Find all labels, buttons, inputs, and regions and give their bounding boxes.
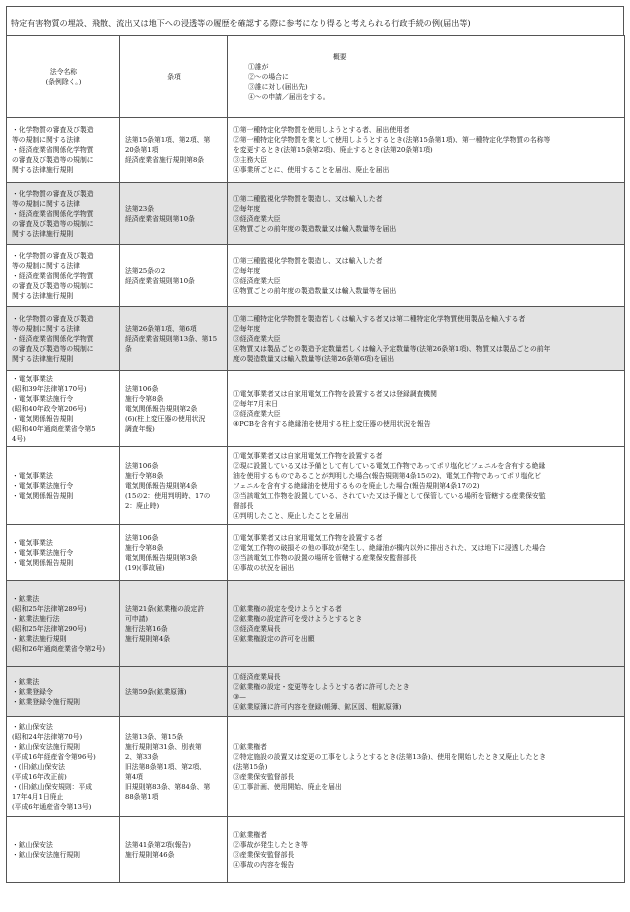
overview-line: ②毎年7月末日	[233, 399, 279, 408]
law-line: ・電気事業法施行令	[12, 394, 74, 403]
article-line: 法第15条第1項、第2項、第	[125, 136, 211, 144]
law-line: ・鉱業登録令施行規則	[12, 697, 80, 706]
article-cell	[120, 717, 228, 817]
law-line: (昭和40年通商産業省令第5	[12, 424, 96, 433]
law-line: ・電気事業法	[12, 538, 53, 547]
overview-line: ③当該電気工作物の設置の場所を管轄する産業保安監督部長	[233, 553, 417, 562]
overview-line: ③経済産業大臣	[233, 276, 281, 285]
law-name-cell	[7, 183, 120, 245]
article-cell	[120, 245, 228, 307]
law-line: ・電気事業法	[12, 471, 53, 480]
procedures-table-body	[7, 118, 625, 883]
law-line: 等の規制に関する法律	[12, 199, 80, 208]
overview-line: ①電気事業者又は自家用電気工作物を設置する者	[233, 533, 383, 542]
overview-cell	[228, 525, 625, 581]
article-line: 施行規則第31条、別表第	[125, 742, 202, 751]
law-line: ・化学物質の審査及び製造	[12, 126, 94, 134]
law-line: ・化学物質の審査及び製造	[12, 314, 94, 323]
article-line: 施行令第8条	[125, 543, 164, 552]
law-line: (昭和25年法律第290号)	[12, 624, 87, 633]
article-line: 施行規則第46条	[125, 850, 175, 859]
overview-line: 督部長	[233, 501, 254, 510]
law-line: ・電気事業法施行令	[12, 481, 74, 490]
article-line: 法第41条第2項(報告)	[125, 840, 191, 849]
article-cell	[120, 581, 228, 667]
law-line: (昭和40年政令第206号)	[12, 404, 87, 413]
law-line: ・鉱業法施行規則	[12, 634, 67, 643]
article-cell	[120, 447, 228, 525]
law-line: 4号)	[12, 434, 26, 443]
law-line: (平成6年通産省令第13号)	[12, 802, 92, 811]
law-name-cell	[7, 371, 120, 447]
table-row	[7, 118, 625, 183]
article-line: 施行法第16条	[125, 624, 168, 633]
overview-line: ③—	[233, 692, 246, 701]
table-row	[7, 667, 625, 717]
article-line: 施行令第8条	[125, 394, 164, 403]
overview-line: ④鉱業原簿に許可内容を登録(帳簿、鉱区図、粗鉱原簿)	[233, 702, 402, 711]
article-cell	[120, 667, 228, 717]
law-line: (平成16年経産省令第96号)	[12, 752, 96, 761]
law-line: 関する法律施行規則	[12, 291, 74, 300]
table-row	[7, 447, 625, 525]
overview-line: ①電気事業者又は自家用電気工作物を設置する者又は登録調査機関	[233, 389, 437, 398]
article-line: 経済産業省規則第10条	[125, 276, 195, 285]
overview-line: ①第一種特定化学物質を使用しようとする者、届出使用者	[233, 126, 410, 134]
law-name-cell	[7, 717, 120, 817]
law-line: ・鉱山保安法	[12, 722, 53, 731]
overview-cell	[228, 817, 625, 883]
overview-cell	[228, 667, 625, 717]
law-line: の審査及び製造等の規制に	[12, 344, 94, 353]
law-line: 等の規制に関する法律	[12, 261, 80, 270]
article-cell	[120, 183, 228, 245]
article-line: 旧法第8条第1項、第2項、	[125, 762, 206, 771]
overview-line: ④鉱業権設定の許可を出願	[233, 634, 315, 643]
overview-line: ①鉱業権の設定を受けようとする者	[233, 604, 342, 613]
article-line: 調査年報)	[125, 424, 155, 433]
overview-line: ①第三種監視化学物質を製造し、又は輸入した者	[233, 256, 383, 265]
law-line: の審査及び製造等の規制に	[12, 156, 94, 164]
overview-line: ②電気工作物の破損その他の事故が発生し、絶縁油が構内以外に排出された、又は地下に浸透した場合	[233, 543, 546, 552]
law-line: (昭和24年法律第70号)	[12, 732, 83, 741]
overview-line: ③経済産業大臣	[233, 334, 281, 343]
overview-line: ②鉱業権の設定許可を受けようとするとき	[233, 614, 363, 623]
table-row	[7, 307, 625, 371]
law-name-cell	[7, 667, 120, 717]
article-line: 経済産業省規則第13条、第15条	[125, 334, 218, 353]
law-line: 等の規制に関する法律	[12, 324, 80, 333]
overview-line: ③経済産業局長	[233, 624, 281, 633]
overview-cell	[228, 447, 625, 525]
law-name-cell	[7, 817, 120, 883]
overview-line: ④物質ごとの前年度の製造数量又は輸入数量等を届出	[233, 286, 397, 295]
article-line: 法第13条、第15条	[125, 732, 184, 741]
article-cell	[120, 371, 228, 447]
law-line: 17年4月1日廃止	[12, 792, 64, 801]
table-row	[7, 245, 625, 307]
article-line: (6)(柱上変圧器の使用状況	[125, 414, 206, 423]
article-cell	[120, 307, 228, 371]
overview-line: ④PCBを含有する絶縁油を使用する柱上変圧器の使用状況を報告	[233, 419, 431, 428]
overview-line: ②第一種特定化学物質を業として使用しようとするとき(法第15条第1項)、第一種特定化学物質の名称等	[233, 136, 551, 144]
law-name-cell	[7, 118, 120, 183]
overview-line: ①鉱業権者	[233, 742, 267, 751]
law-line: ・(旧)鉱山保安法	[12, 762, 65, 771]
article-line: 施行令第8条	[125, 471, 164, 480]
table-row	[7, 717, 625, 817]
overview-line: を変更するとき(法第15条第2項)、廃止するとき(法第20条第1項)	[233, 146, 433, 154]
overview-line: ②毎年度	[233, 266, 261, 275]
overview-line: ④事故の状況を届出	[233, 563, 295, 572]
header-law-name: 法令名称 (条例除く。)	[7, 36, 120, 118]
overview-line: ④事故の内容を報告	[233, 860, 295, 869]
article-line: 2、第33条	[125, 752, 159, 761]
overview-line: ①経済産業局長	[233, 672, 281, 681]
table-row	[7, 183, 625, 245]
overview-cell	[228, 371, 625, 447]
law-line: (昭和39年法律第170号)	[12, 384, 87, 393]
overview-line: ④工事計画、使用開始、廃止を届出	[233, 782, 342, 791]
overview-line: ①第二種監視化学物質を製造し、又は輸入した者	[233, 194, 383, 203]
article-line: 法第106条	[125, 384, 159, 393]
article-line: 電気関係報告規則第4条	[125, 481, 198, 490]
law-line: ・経済産業省関係化学物質	[12, 209, 94, 218]
overview-line: ①電気事業者又は自家用電気工作物を設置する者	[233, 451, 383, 460]
law-line: ・(旧)鉱山保安規則：平成	[12, 782, 93, 791]
law-name-cell	[7, 447, 120, 525]
article-line: 法第26条第1項、第6項	[125, 324, 197, 333]
law-line: ・鉱業法施行法	[12, 614, 60, 623]
law-line: の審査及び製造等の規制に	[12, 281, 94, 290]
overview-line: ③経済産業大臣	[233, 409, 281, 418]
overview-line: 度の製造数量又は輸入数量等(法第26条第6項)を届出	[233, 354, 395, 363]
law-line: ・鉱山保安法施行規則	[12, 850, 80, 859]
law-line: ・化学物質の審査及び製造	[12, 251, 94, 260]
overview-line: ③経済産業大臣	[233, 214, 281, 223]
law-line: の審査及び製造等の規制に	[12, 219, 94, 228]
header-overview: 概要 ①誰が ②〜の場合に ③誰に対し(届出先) ④〜の申請／届出をする。	[228, 36, 625, 118]
law-name-cell	[7, 581, 120, 667]
law-line: 等の規制に関する法律	[12, 136, 80, 144]
article-line: 第4項	[125, 772, 143, 781]
document-sheet	[6, 6, 624, 883]
table-row	[7, 371, 625, 447]
overview-line: ④事業所ごとに、使用することを届出、廃止を届出	[233, 166, 390, 174]
overview-line: ④物質又は製品ごとの製造予定数量若しくは輸入予定数量等(法第26条第1項)、物質又は製品ごとの前年	[233, 344, 551, 353]
overview-line: ②事故が発生したとき等	[233, 840, 308, 849]
overview-line: (法第15条)	[233, 762, 268, 771]
overview-cell	[228, 245, 625, 307]
overview-line: ④物質ごとの前年度の製造数量又は輸入数量等を届出	[233, 224, 397, 233]
header-row	[7, 36, 625, 118]
law-line: ・電気関係報告規則	[12, 414, 74, 423]
procedures-table	[6, 35, 625, 883]
article-line: 法第59条(鉱業原簿)	[125, 687, 187, 696]
law-line: ・鉱山保安法施行規則	[12, 742, 80, 751]
article-line: (15の2：使用判明時、17の	[125, 491, 211, 500]
overview-line: ③産業保安監督部長	[233, 850, 295, 859]
overview-cell	[228, 307, 625, 371]
law-line: ・経済産業省関係化学物質	[12, 146, 94, 154]
overview-line: ①鉱業権者	[233, 830, 267, 839]
article-line: (19)(事故届)	[125, 563, 165, 572]
article-line: 電気関係報告規則第2条	[125, 404, 198, 413]
table-row	[7, 817, 625, 883]
article-line: 経済産業省施行規則第8条	[125, 156, 205, 164]
overview-line: ③主務大臣	[233, 156, 267, 164]
article-line: 法第21条(鉱業権の設定許	[125, 604, 205, 613]
overview-line: ③当該電気工作物を設置している、されていた又は予備として保管している場所を管轄する産業保安監	[233, 491, 546, 500]
table-row	[7, 525, 625, 581]
law-name-cell	[7, 307, 120, 371]
article-line: 20条第1項	[125, 146, 159, 154]
law-line: ・電気事業法施行令	[12, 548, 74, 557]
article-line: 法第25条の2	[125, 266, 166, 275]
table-row	[7, 581, 625, 667]
article-cell	[120, 817, 228, 883]
article-line: 旧規則第83条、第84条、第	[125, 782, 211, 791]
article-line: 電気関係報告規則第3条	[125, 553, 198, 562]
overview-cell	[228, 581, 625, 667]
law-line: ・経済産業省関係化学物質	[12, 334, 94, 343]
law-name-cell	[7, 525, 120, 581]
article-line: 経済産業省規則第10条	[125, 214, 195, 223]
article-line: 可申請)	[125, 614, 149, 623]
law-line: ・鉱山保安法	[12, 840, 53, 849]
article-cell	[120, 118, 228, 183]
law-line: ・電気事業法	[12, 374, 53, 383]
law-line: ・鉱業登録令	[12, 687, 53, 696]
law-name-cell	[7, 245, 120, 307]
overview-cell	[228, 717, 625, 817]
law-line: 関する法律施行規則	[12, 229, 74, 238]
article-line: 施行規則第4条	[125, 634, 171, 643]
law-line: (平成16年改正前)	[12, 772, 67, 781]
law-line: 関する法律施行規則	[12, 166, 74, 174]
overview-cell	[228, 118, 625, 183]
law-line: (昭和26年通商産業省令第2号)	[12, 644, 106, 653]
article-line: 法第23条	[125, 204, 155, 213]
law-line: ・鉱業法	[12, 677, 40, 686]
article-line: 88条第1項	[125, 792, 159, 801]
law-line: (昭和25年法律第289号)	[12, 604, 87, 613]
header-article: 条項	[120, 36, 228, 118]
overview-line: ③産業保安監督部長	[233, 772, 295, 781]
overview-cell	[228, 183, 625, 245]
overview-line: ②現に設置している又は予備として有している電気工作物であってポリ塩化ビフェニルを含有する絶縁	[233, 461, 546, 470]
article-line: 法第106条	[125, 533, 159, 542]
article-cell	[120, 525, 228, 581]
overview-line: ②鉱業権の設定・変更等をしようとする者に許可したとき	[233, 682, 410, 691]
overview-line: ①第二種特定化学物質を製造若しくは輸入する者又は第二種特定化学物質使用製品を輸入する者	[233, 314, 526, 323]
document-title: 特定有害物質の埋設、飛散、流出又は地下への浸透等の履歴を確認する際に参考になり得ると考えられる行政手続の例(届出等)	[6, 6, 624, 35]
law-line: ・電気関係報告規則	[12, 491, 74, 500]
overview-line: フェニルを含有する絶縁油を使用するものを廃止した場合(報告規則第4条17の2)	[233, 481, 480, 490]
overview-line: ②毎年度	[233, 324, 261, 333]
article-line: 2：廃止時)	[125, 501, 160, 510]
overview-line: 油を使用するものであることが判明した場合(報告規則第4条15の2)、電気工作物であってポリ塩化ビ	[233, 471, 542, 480]
article-line: 法第106条	[125, 461, 159, 470]
law-line: ・電気関係報告規則	[12, 558, 74, 567]
law-line: ・鉱業法	[12, 594, 40, 603]
law-line: 関する法律施行規則	[12, 354, 74, 363]
law-line: ・化学物質の審査及び製造	[12, 189, 94, 198]
overview-line: ②毎年度	[233, 204, 261, 213]
overview-line: ②特定施設の設置又は変更の工事をしようとするとき(法第13条)、使用を開始したとき又廃止したとき	[233, 752, 547, 761]
overview-line: ④判明したこと、廃止したことを届出	[233, 511, 349, 520]
law-line: ・経済産業省関係化学物質	[12, 271, 94, 280]
